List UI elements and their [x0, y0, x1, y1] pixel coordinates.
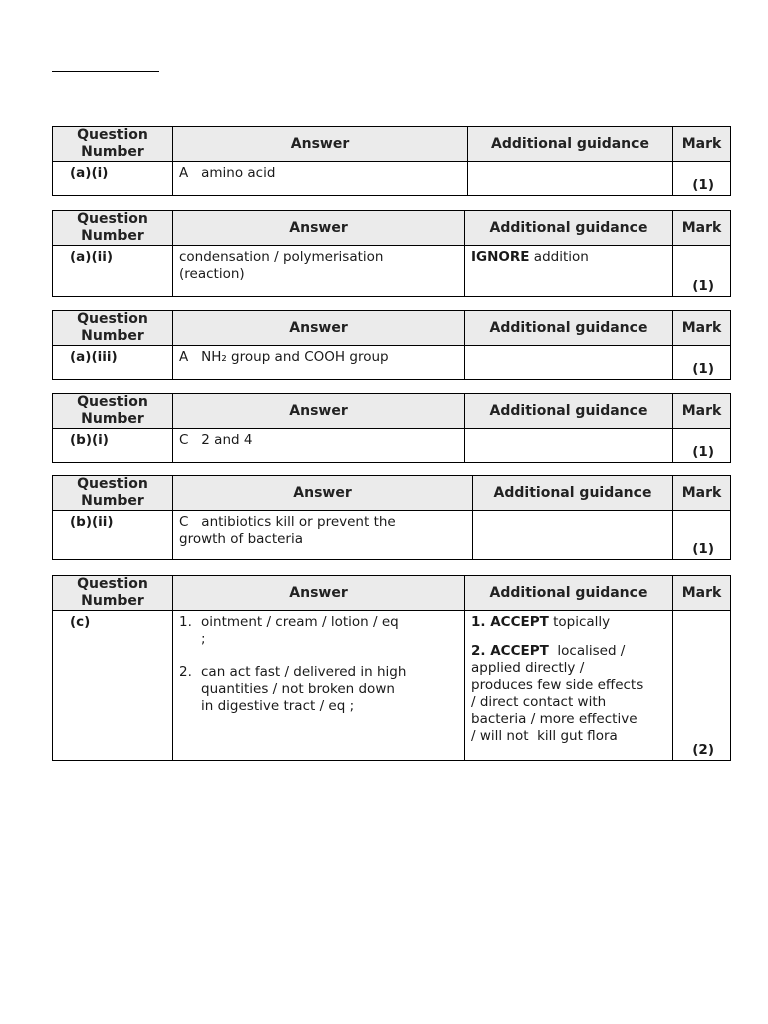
- header-mark: Mark: [673, 476, 731, 511]
- mark-scheme-table-a-iii: [52, 310, 731, 380]
- header-question-number: Question Number: [53, 576, 173, 611]
- header-guidance: Additional guidance: [465, 311, 673, 346]
- mark-scheme-table-b-i: [52, 393, 731, 463]
- question-number: (a)(iii): [53, 346, 173, 380]
- mark-scheme-table-a-i: [52, 126, 731, 196]
- mark-cell: (1): [673, 346, 731, 380]
- header-guidance: Additional guidance: [465, 576, 673, 611]
- answer-cell: C 2 and 4: [173, 429, 465, 463]
- header-question-number: Question Number: [53, 311, 173, 346]
- header-answer: Answer: [173, 211, 465, 246]
- answer-point: 2. can act fast / delivered in high quantities / not broken down in digestive tract / eq ;: [179, 664, 407, 714]
- header-question-number: Question Number: [53, 394, 173, 429]
- header-question-number: Question Number: [53, 211, 173, 246]
- guidance-cell: [473, 511, 673, 560]
- guidance-cell: [465, 346, 673, 380]
- mark-cell: (1): [673, 246, 731, 297]
- header-answer: Answer: [173, 476, 473, 511]
- mark-cell: (1): [673, 429, 731, 463]
- mark-scheme-table-b-ii: [52, 475, 731, 560]
- header-mark: Mark: [673, 576, 731, 611]
- header-mark: Mark: [673, 127, 731, 162]
- guidance-cell: [465, 611, 673, 761]
- question-number: (a)(ii): [53, 246, 173, 297]
- header-guidance: Additional guidance: [468, 127, 673, 162]
- guidance-cell: [468, 162, 673, 196]
- mark-scheme-table-c: [52, 575, 731, 761]
- header-answer: Answer: [173, 127, 468, 162]
- answer-points: [179, 614, 458, 715]
- header-guidance: Additional guidance: [473, 476, 673, 511]
- guidance-point: 1. ACCEPT topically: [471, 614, 611, 630]
- header-question-number: Question Number: [53, 127, 173, 162]
- answer-cell: condensation / polymerisation (reaction): [173, 246, 465, 297]
- header-mark: Mark: [673, 394, 731, 429]
- question-number: (c): [53, 611, 173, 761]
- header-rule: [52, 71, 159, 72]
- answer-cell: A NH₂ group and COOH group: [173, 346, 465, 380]
- question-number: (a)(i): [53, 162, 173, 196]
- mark-cell: (1): [673, 162, 731, 196]
- guidance-cell: [465, 429, 673, 463]
- header-mark: Mark: [673, 211, 731, 246]
- answer-cell: [173, 611, 465, 761]
- header-question-number: Question Number: [53, 476, 173, 511]
- answer-cell: A amino acid: [173, 162, 468, 196]
- answer-cell: C antibiotics kill or prevent the growth of bacteria: [173, 511, 473, 560]
- guidance-cell: IGNORE addition: [465, 246, 673, 297]
- mark-scheme-table-a-ii: [52, 210, 731, 297]
- guidance-point: 2. ACCEPT localised / applied directly / produces few side effects / direct contact with bacteria / more effective / will not kill gut flora: [471, 643, 644, 744]
- mark-cell: (2): [673, 611, 731, 761]
- header-guidance: Additional guidance: [465, 211, 673, 246]
- header-guidance: Additional guidance: [465, 394, 673, 429]
- answer-point: 1. ointment / cream / lotion / eq ;: [179, 614, 399, 647]
- header-answer: Answer: [173, 576, 465, 611]
- header-answer: Answer: [173, 394, 465, 429]
- mark-cell: (1): [673, 511, 731, 560]
- question-number: (b)(ii): [53, 511, 173, 560]
- question-number: (b)(i): [53, 429, 173, 463]
- header-answer: Answer: [173, 311, 465, 346]
- header-mark: Mark: [673, 311, 731, 346]
